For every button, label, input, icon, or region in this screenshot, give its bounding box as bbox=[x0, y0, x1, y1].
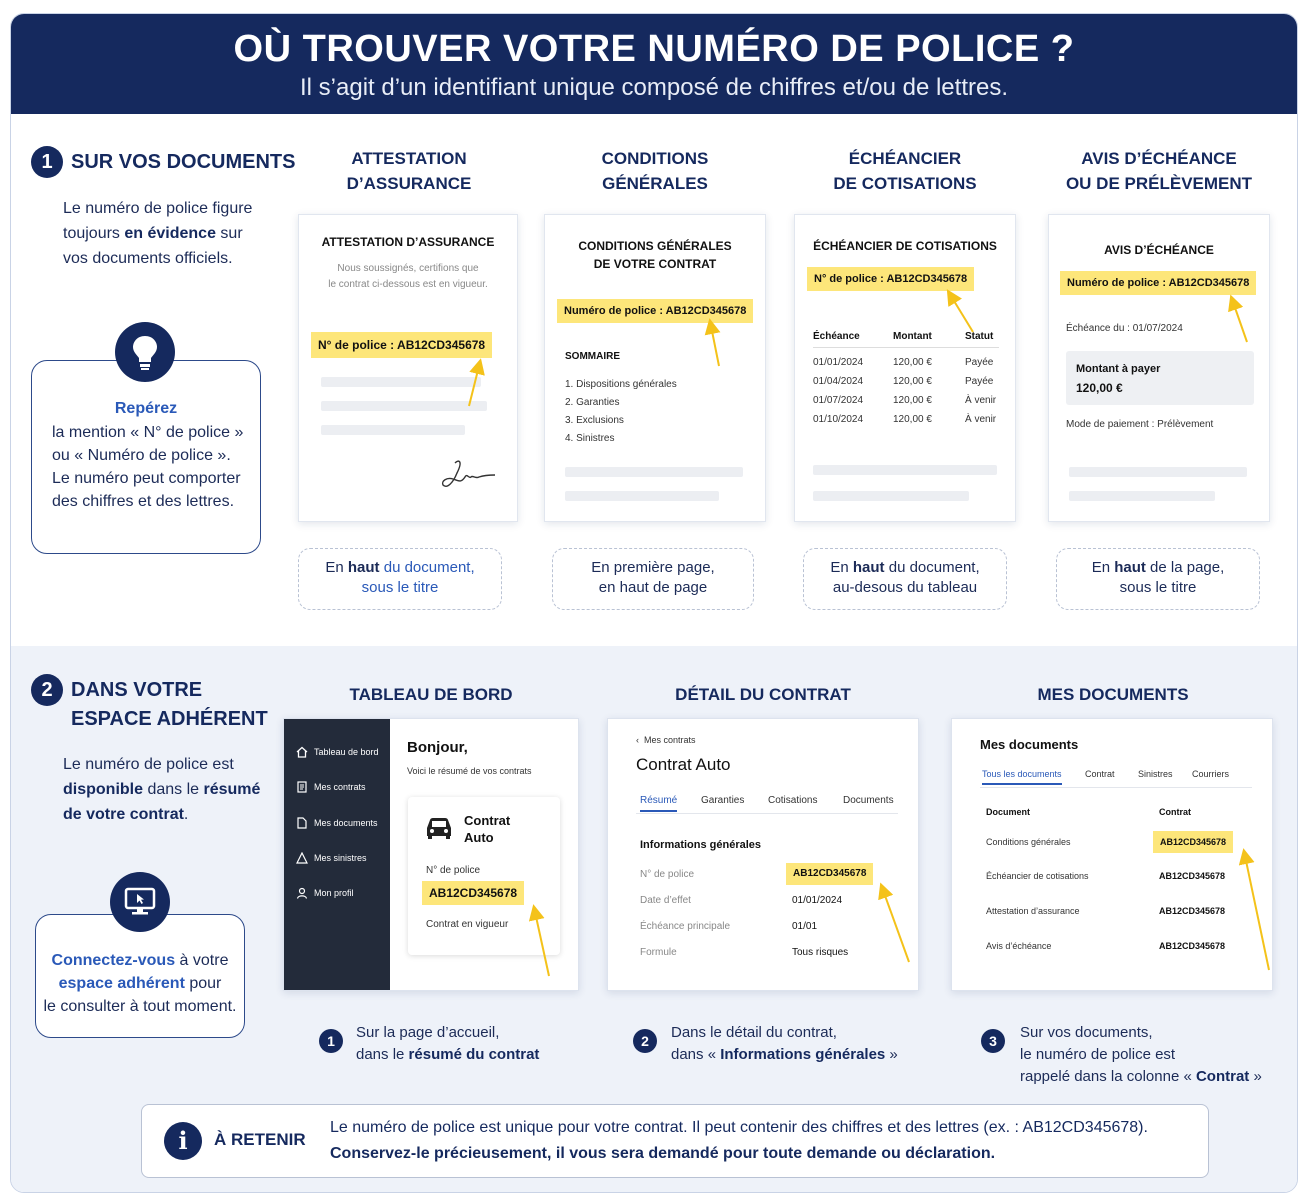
step-2-number: 2 bbox=[633, 1029, 657, 1053]
takeaway-line1: Le numéro de police est unique pour votre contrat. Il peut contenir des chiffres et des lettres (ex. : AB12CD345678). bbox=[330, 1119, 1148, 1136]
policy-highlight-avis: Numéro de police : AB12CD345678 bbox=[1060, 271, 1256, 295]
tab-summary[interactable]: Résumé bbox=[640, 795, 677, 806]
policy-highlight-echeancier: N° de police : AB12CD345678 bbox=[807, 267, 974, 291]
tab-claims[interactable]: Sinistres bbox=[1138, 769, 1173, 779]
info-value: 01/01/2024 bbox=[792, 895, 843, 906]
dashboard-sidebar bbox=[284, 719, 390, 990]
doc-attestation-text2: le contrat ci-dessous est en vigueur. bbox=[328, 279, 488, 290]
section-1-title: SUR VOS DOCUMENTS bbox=[71, 151, 296, 173]
policy-highlight-detail: AB12CD345678 bbox=[786, 863, 873, 885]
dashboard-heading: TABLEAU DE BORD bbox=[349, 685, 513, 704]
section-2-number: 2 bbox=[31, 674, 63, 706]
table-cell: 01/10/2024 bbox=[813, 414, 864, 425]
caption-attestation: En haut du document, sous le titre bbox=[298, 548, 502, 610]
card-title-line1: Contrat bbox=[464, 813, 511, 828]
tip-connect-text: Connectez-vous à votre espace adhérent pour le consulter à tout moment. bbox=[43, 952, 237, 1015]
table-cell: 01/01/2024 bbox=[813, 357, 864, 368]
policy-highlight-conditions: Numéro de police : AB12CD345678 bbox=[557, 299, 753, 323]
amount-box: Montant à payer 120,00 € bbox=[1066, 351, 1254, 405]
table-cell: Payée bbox=[965, 357, 994, 368]
warning-icon bbox=[296, 852, 308, 864]
caption-avis: En haut de la page, sous le titre bbox=[1056, 548, 1260, 610]
col-head-avis: AVIS D’ÉCHÉANCE OU DE PRÉLÈVEMENT bbox=[1065, 149, 1253, 193]
step-1-number: 1 bbox=[319, 1029, 343, 1053]
doc-row-name[interactable]: Échéancier de cotisations bbox=[986, 871, 1089, 881]
card-policy-label: N° de police bbox=[426, 865, 481, 876]
tip-text: la mention « N° de police » ou « Numéro de police ». Le numéro peut comporter des chiffres et des lettres. bbox=[52, 424, 244, 510]
user-icon bbox=[296, 887, 308, 899]
home-icon bbox=[296, 746, 308, 758]
info-section-title: Informations générales bbox=[640, 839, 762, 851]
detail-screen bbox=[607, 718, 919, 991]
section-2-intro: Le numéro de police est disponible dans le résumé de votre contrat. bbox=[63, 756, 261, 823]
table-head: Montant bbox=[893, 331, 932, 342]
tip-title: Repérez bbox=[114, 400, 178, 417]
policy-highlight-attestation: N° de police : AB12CD345678 bbox=[311, 332, 492, 358]
info-value: Tous risques bbox=[792, 947, 849, 958]
doc-row-name[interactable]: Conditions générales bbox=[986, 837, 1071, 847]
step-3-text: Sur vos documents, le numéro de police est rappelé dans la colonne « Contrat » bbox=[1020, 1024, 1262, 1085]
policy-highlight-documents: AB12CD345678 bbox=[1153, 831, 1233, 853]
table-cell: À venir bbox=[965, 395, 997, 406]
tab-mail[interactable]: Courriers bbox=[1192, 769, 1230, 779]
section-2-title: DANS VOTRE ESPACE ADHÉRENT bbox=[71, 679, 268, 730]
policy-highlight-dashboard: AB12CD345678 bbox=[422, 881, 524, 905]
table-cell: 120,00 € bbox=[893, 395, 932, 406]
tab-guarantees[interactable]: Garanties bbox=[701, 795, 745, 806]
info-label: Échéance principale bbox=[640, 921, 731, 932]
contract-card[interactable] bbox=[408, 797, 560, 955]
computer-icon bbox=[110, 872, 170, 932]
table-head: Statut bbox=[965, 331, 994, 342]
tab-contract[interactable]: Contrat bbox=[1085, 769, 1115, 779]
card-status: Contrat en vigueur bbox=[426, 919, 509, 930]
menu-item-claims[interactable]: Mes sinistres bbox=[296, 852, 367, 864]
table-cell: 01/07/2024 bbox=[813, 395, 864, 406]
menu-item-contracts[interactable]: Mes contrats bbox=[296, 781, 366, 793]
doc-attestation-text1: Nous soussignés, certifions que bbox=[337, 263, 479, 274]
summary-item: 4. Sinistres bbox=[565, 433, 615, 444]
doc-avis-title: AVIS D’ÉCHÉANCE bbox=[1104, 243, 1214, 257]
table-cell: 01/04/2024 bbox=[813, 376, 864, 387]
table-head: Échéance bbox=[813, 331, 860, 342]
doc-row-name[interactable]: Attestation d’assurance bbox=[986, 906, 1080, 916]
doc-row-contract: AB12CD345678 bbox=[1159, 871, 1226, 881]
documents-title: Mes documents bbox=[980, 737, 1079, 752]
document-icon bbox=[296, 817, 308, 829]
page-subtitle: Il s’agit d’un identifiant unique composé de chiffres et/ou de lettres. bbox=[300, 74, 1008, 101]
takeaway-line2: Conservez-le précieusement, il vous sera demandé pour toute demande ou déclaration. bbox=[330, 1145, 996, 1162]
doc-attestation-title: ATTESTATION D’ASSURANCE bbox=[321, 235, 495, 249]
col-contract: Contrat bbox=[1159, 807, 1191, 817]
due-date: Échéance du : 01/07/2024 bbox=[1066, 323, 1183, 334]
lightbulb-icon bbox=[115, 322, 175, 382]
table-cell: 120,00 € bbox=[893, 357, 932, 368]
menu-item-documents[interactable]: Mes documents bbox=[296, 817, 378, 829]
tab-all-documents[interactable]: Tous les documents bbox=[982, 769, 1062, 779]
info-label: Date d’effet bbox=[640, 895, 691, 906]
page-title: OÙ TROUVER VOTRE NUMÉRO DE POLICE ? bbox=[233, 28, 1075, 70]
step-2-text: Dans le détail du contrat, dans « Informations générales » bbox=[671, 1024, 898, 1063]
doc-attestation bbox=[298, 214, 518, 522]
summary-item: 2. Garanties bbox=[565, 397, 620, 408]
table-cell: 120,00 € bbox=[893, 414, 932, 425]
dashboard-subtitle: Voici le résumé de vos contrats bbox=[407, 766, 532, 776]
menu-item-profile[interactable]: Mon profil bbox=[296, 887, 354, 899]
menu-item-dashboard[interactable]: Tableau de bord bbox=[296, 746, 379, 758]
doc-echeancier-title: ÉCHÉANCIER DE COTISATIONS bbox=[813, 239, 997, 253]
car-icon bbox=[424, 815, 454, 841]
back-link[interactable]: ‹ Mes contrats bbox=[636, 735, 696, 745]
documents-heading: MES DOCUMENTS bbox=[1037, 685, 1189, 704]
info-value: 01/01 bbox=[792, 921, 818, 932]
payment-mode: Mode de paiement : Prélèvement bbox=[1066, 419, 1214, 430]
detail-title: Contrat Auto bbox=[636, 755, 731, 774]
table-cell: 120,00 € bbox=[893, 376, 932, 387]
document-list-icon bbox=[296, 781, 308, 793]
tab-contributions[interactable]: Cotisations bbox=[768, 795, 818, 806]
caption-echeancier: En haut du document, au-desous du tableau bbox=[803, 548, 1007, 610]
step-3-number: 3 bbox=[981, 1029, 1005, 1053]
info-label: N° de police bbox=[640, 869, 695, 880]
doc-row-contract: AB12CD345678 bbox=[1159, 906, 1226, 916]
signature-icon bbox=[437, 455, 501, 495]
summary-title: SOMMAIRE bbox=[565, 351, 620, 362]
caption-conditions: En première page, en haut de page bbox=[552, 548, 754, 610]
tab-documents[interactable]: Documents bbox=[843, 795, 894, 806]
col-document: Document bbox=[986, 807, 1031, 817]
doc-conditions bbox=[544, 214, 766, 522]
info-label: Formule bbox=[640, 947, 677, 958]
header-banner bbox=[11, 14, 1297, 114]
doc-row-name[interactable]: Avis d’échéance bbox=[986, 941, 1052, 951]
doc-conditions-title2: DE VOTRE CONTRAT bbox=[593, 257, 717, 271]
takeaway-label: À RETENIR bbox=[214, 1130, 306, 1149]
card-title-line2: Auto bbox=[464, 830, 494, 845]
section-1-number: 1 bbox=[31, 146, 63, 178]
dashboard-screen bbox=[283, 718, 579, 991]
tip-box-spot bbox=[31, 360, 261, 554]
doc-avis bbox=[1048, 214, 1270, 522]
col-head-conditions: CONDITIONS GÉNÉRALES bbox=[601, 149, 709, 193]
step-1-text: Sur la page d’accueil, dans le résumé du contrat bbox=[356, 1024, 540, 1063]
col-head-echeancier: ÉCHÉANCIER DE COTISATIONS bbox=[833, 149, 977, 193]
key-takeaway-box bbox=[141, 1104, 1209, 1178]
section-documents bbox=[11, 114, 1297, 646]
dashboard-greeting: Bonjour, bbox=[407, 739, 468, 756]
summary-item: 1. Dispositions générales bbox=[565, 379, 677, 390]
doc-conditions-title1: CONDITIONS GÉNÉRALES bbox=[578, 239, 732, 253]
section-1-intro: Le numéro de police figure toujours en évidence sur vos documents officiels. bbox=[63, 200, 253, 267]
info-icon: i bbox=[164, 1122, 202, 1160]
infographic-frame bbox=[10, 13, 1298, 1193]
table-cell: À venir bbox=[965, 414, 997, 425]
tip-box-connect bbox=[35, 914, 245, 1038]
summary-item: 3. Exclusions bbox=[565, 415, 624, 426]
doc-row-contract: AB12CD345678 bbox=[1159, 941, 1226, 951]
col-head-attestation: ATTESTATION D’ASSURANCE bbox=[346, 149, 472, 193]
doc-echeancier bbox=[794, 214, 1016, 522]
documents-screen bbox=[951, 718, 1273, 991]
detail-heading: DÉTAIL DU CONTRAT bbox=[675, 685, 851, 704]
table-cell: Payée bbox=[965, 376, 994, 387]
